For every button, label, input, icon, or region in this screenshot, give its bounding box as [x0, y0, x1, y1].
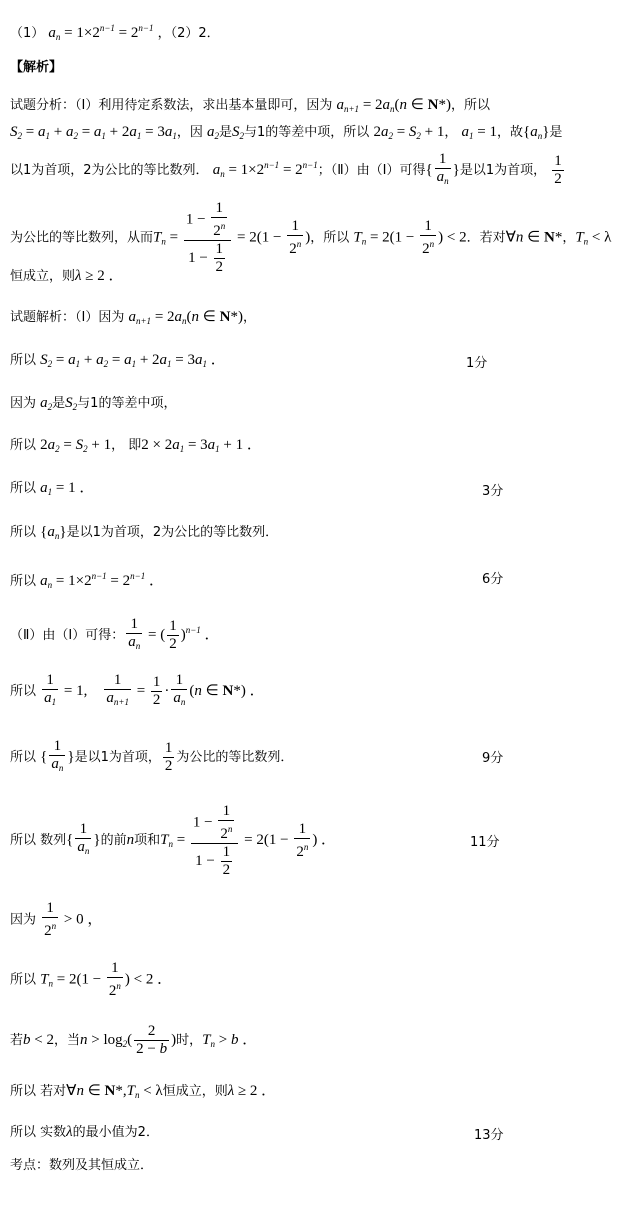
- key-points: 考点：数列及其恒成立．: [10, 1158, 154, 1173]
- solution-line-10: 所以 { $\frac{1}{a_n}$ }是以1为首项， $\frac{1}{2}$ 为公比的等比数列．: [10, 738, 294, 774]
- solution-line-13: 所以 $T_n = 2(1$ − $\frac{1}{2^n}$ ) < 2 ．: [10, 960, 173, 999]
- solution-line-5: 所以 $a_1 = 1$ ．: [10, 480, 95, 497]
- score-6: 6分: [482, 572, 504, 587]
- score-11: 11分: [470, 835, 500, 850]
- solution-line-8: （Ⅱ）由（Ⅰ）可得： $\frac{1}{a_n}$ = ( $\frac{1}{2}$ )$^{n-1}$ ．: [10, 616, 220, 652]
- solution-line-15: 所以 若对∀n ∈ $N*,T_n < \lambda$恒成立，则λ ≥ 2 ．: [10, 1083, 277, 1100]
- solution-line-11: 所以 数列{ $\frac{1}{a_n}$ }的前n项和$T_n$ = 1 − $\frac{1}{2^n}$ 1 − $\frac{1}{2}$ = 2(1 − $\frac{1}{2^n}$ ) ．: [10, 802, 337, 878]
- score-3: 3分: [482, 484, 504, 499]
- analysis-title: 【解析】: [10, 60, 63, 75]
- score-9: 9分: [482, 751, 504, 766]
- solution-line-16: 所以 实数λ的最小值为2．: [10, 1124, 159, 1140]
- score-13: 13分: [474, 1128, 504, 1143]
- score-1: 1分: [466, 356, 488, 371]
- analysis-line-1: 试题分析：（Ⅰ）利用待定系数法，求出基本量即可，因为 $a_{n+1} = 2a_n(n$ ∈ N*)，所以: [10, 97, 490, 114]
- solution-line-1: 试题解析：（Ⅰ）因为 $a_{n+1} = 2a_n(n$ ∈ N*)，: [10, 309, 256, 326]
- solution-line-12: 因为 $\frac{1}{2^n}$ > 0 ，: [10, 900, 103, 939]
- solution-line-3: 因为 $a_2$是$S_2$与1的等差中项，: [10, 395, 177, 412]
- solution-line-4: 所以 $2a_2 = S_2 + 1$， 即$2 \times 2a_1 = 3a_1 + 1$ ．: [10, 437, 262, 454]
- solution-line-9: 所以 $\frac{1}{a_1}$ = 1, $\frac{1}{a_{n+1}}$ = $\frac{1}{2}$ · $\frac{1}{a_n}$ (n ∈ N*) ．: [10, 672, 265, 708]
- analysis-line-4: 为公比的等比数列，从而$T_n$ = 1 − $\frac{1}{2^n}$ 1 − $\frac{1}{2}$ = 2(1 − $\frac{1}{2^n}$ )，所以 $T_n = 2(1$ − $\frac{1}{2^n}$ ) < 2．若对∀n ∈ N*，$T_n < \lambda$: [10, 200, 612, 275]
- analysis-line-2: $S_2 = a_1 + a_2 = a_1 + 2a_1 = 3a_1$，因 $a_2$是$S_2$与1的等差中项，所以 $2a_2 = S_2 + 1$， $a_1 = 1$，故$\{a_n\}$是: [10, 124, 563, 141]
- analysis-line-5: 恒成立，则λ ≥ 2 ．: [10, 268, 124, 284]
- analysis-line-3: 以1为首项，2为公比的等比数列． $a_n = 1\times 2^{n-1} = 2^{n-1}$；（Ⅱ）由（Ⅰ）可得{ $\frac{1}{a_n}$ }是以1为首项， $\frac{1}{2}$: [10, 151, 562, 187]
- solution-line-6: 所以 $\{a_n\}$是以1为首项，2为公比的等比数列．: [10, 524, 279, 541]
- answer-line: （1） $a_n = 1\times 2^{n-1} = 2^{n-1}$ ，（2）2．: [10, 23, 220, 42]
- solution-line-14: 若b < 2，当$n > \log_2$( $\frac{2}{2 - b}$ )时，$T_n > b$ ．: [10, 1023, 258, 1057]
- solution-line-2: 所以 $S_2 = a_1 + a_2 = a_1 + 2a_1 = 3a_1$ ．: [10, 352, 226, 369]
- solution-line-7: 所以 $a_n = 1\times 2^{n-1} = 2^{n-1}$ ．: [10, 571, 164, 590]
